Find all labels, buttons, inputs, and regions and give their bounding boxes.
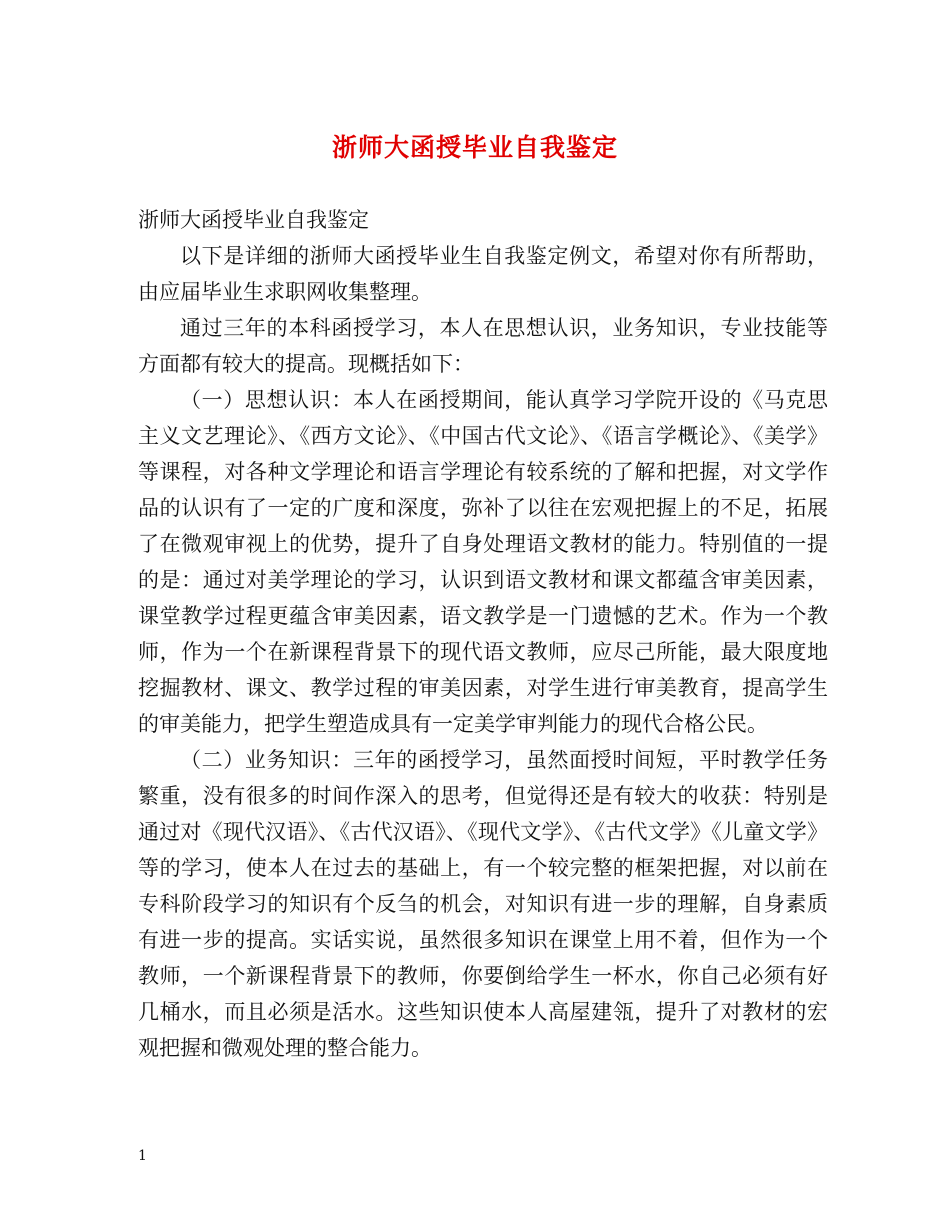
paragraph-intro: 以下是详细的浙师大函授毕业生自我鉴定例文，希望对你有所帮助，由应届毕业生求职网收集整理。 — [138, 244, 828, 304]
page-number: 1 — [138, 1148, 147, 1164]
paragraph-heading: 浙师大函授毕业自我鉴定 — [138, 208, 369, 232]
paragraph-summary: 通过三年的本科函授学习，本人在思想认识，业务知识，专业技能等方面都有较大的提高。现概括如下： — [138, 316, 828, 376]
document-body — [138, 202, 828, 1066]
paragraph-thought: （一）思想认识：本人在函授期间，能认真学习学院开设的《马克思主义文艺理论》、《西方文论》、《中国古代文论》、《语言学概论》、《美学》等课程，对各种文学理论和语言学理论有较系统的了解和把握，对文学作品的认识有了一定的广度和深度，弥补了以往在宏观把握上的不足，拓展了在微观审视上的优势，提升了自身处理语文教材的能力。特别值的一提的是：通过对美学理论的学习，认识到语文教材和课文都蕴含审美因素，课堂教学过程更蕴含审美因素，语文教学是一门遗憾的艺术。作为一个教师，作为一个在新课程背景下的现代语文教师，应尽己所能，最大限度地挖掘教材、课文、教学过程的审美因素，对学生进行审美教育，提高学生的审美能力，把学生塑造成具有一定美学审判能力的现代合格公民。 — [138, 388, 828, 736]
paragraph-knowledge: （二）业务知识：三年的函授学习，虽然面授时间短，平时教学任务繁重，没有很多的时间作深入的思考，但觉得还是有较大的收获：特别是通过对《现代汉语》、《古代汉语》、《现代文学》、《古代文学》《儿童文学》等的学习，使本人在过去的基础上，有一个较完整的框架把握，对以前在专科阶段学习的知识有个反刍的机会，对知识有进一步的理解，自身素质有进一步的提高。实话实说，虽然很多知识在课堂上用不着，但作为一个教师，一个新课程背景下的教师，你要倒给学生一杯水，你自己必须有好几桶水，而且必须是活水。这些知识使本人高屋建瓴，提升了对教材的宏观把握和微观处理的整合能力。 — [138, 748, 828, 1060]
document-title: 浙师大函授毕业自我鉴定 — [331, 133, 618, 162]
